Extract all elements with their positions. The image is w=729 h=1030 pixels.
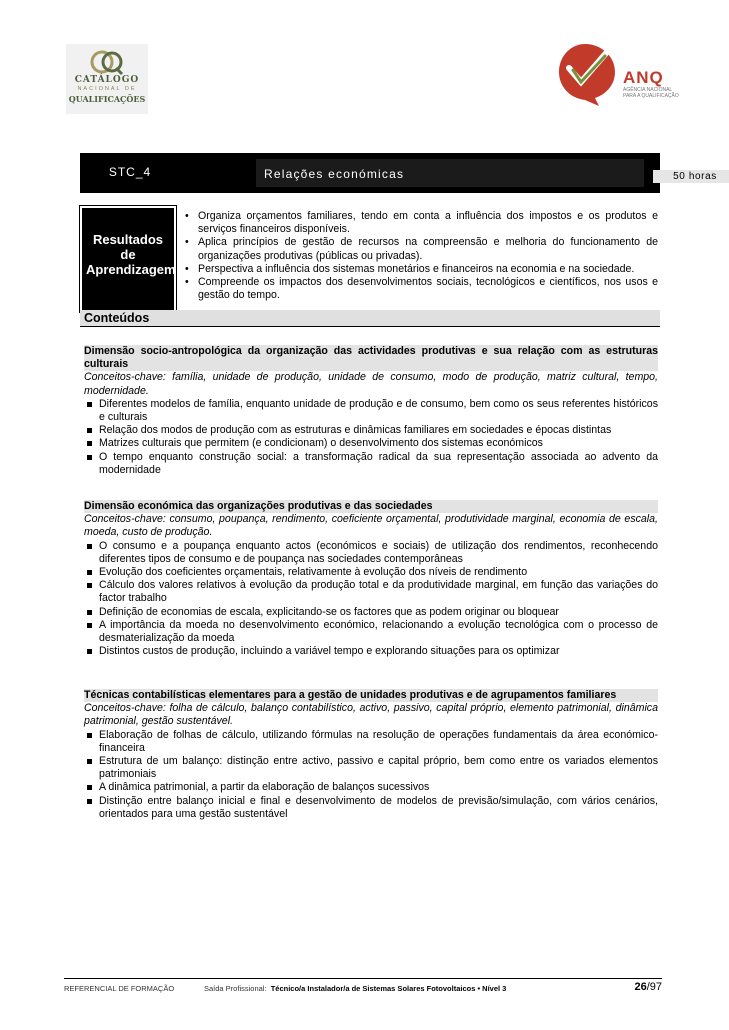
outcomes-list <box>184 210 658 302</box>
list-item: Diferentes modelos de família, enquanto unidade de produção e de consumo, bem como os seus referentes históricos e culturais <box>84 398 658 424</box>
list-item: Cálculo dos valores relativos à evolução da produção total e da produtividade marginal, em função das variações do factor trabalho <box>84 579 658 605</box>
list-item: Distintos custos de produção, incluindo a variável tempo e explorando situações para os optimizar <box>84 645 658 658</box>
block-key-concepts: Conceitos-chave: folha de cálculo, balanço contabilístico, activo, passivo, capital próprio, elemento patrimonial, dinâmica patrimonial, gestão sustentável. <box>84 702 658 728</box>
footer-exit <box>204 984 506 993</box>
page-current: 26 <box>634 981 647 993</box>
list-item: Definição de economias de escala, explicitando-se os factores que as podem originar ou bloquear <box>84 606 658 619</box>
footer-reference: REFERENCIAL DE FORMAÇÃO <box>64 984 175 993</box>
block-title: Dimensão económica das organizações produtivas e das sociedades <box>84 500 658 513</box>
list-item: A dinâmica patrimonial, a partir da elaboração de balanços sucessivos <box>84 781 658 794</box>
module-header <box>80 153 729 193</box>
workload <box>652 157 729 183</box>
workload-label: Carga horária <box>660 157 729 168</box>
contents-heading-bar <box>80 310 660 327</box>
content-block <box>84 689 658 821</box>
block-list <box>84 398 658 477</box>
cq-logo-line1: CATÁLOGO <box>74 75 140 85</box>
block-list <box>84 729 658 821</box>
anq-logo-subtitle: AGÊNCIA NACIONAL PARA A QUALIFICAÇÃO <box>623 87 679 99</box>
block-list <box>84 540 658 659</box>
content-block <box>84 345 658 477</box>
cq-logo-line3: QUALIFICAÇÕES <box>68 94 146 104</box>
outcomes-label-line2: de <box>120 247 136 262</box>
page-number <box>634 981 662 993</box>
page-total: /97 <box>646 981 662 993</box>
list-item: A importância da moeda no desenvolvimento económico, relacionando a evolução tecnológica com o processo de desmaterialização da moeda <box>84 619 658 645</box>
list-item: Elaboração de folhas de cálculo, utilizando fórmulas na resolução de operações fundamentais da área económico-financeira <box>84 729 658 755</box>
content-block <box>84 500 658 658</box>
outcome-item: • Compreende os impactos dos desenvolvimentos sociais, tecnológicos e científicos, nos usos e gestão do tempo. <box>184 276 658 302</box>
outcomes-label-line1: Resultados <box>92 232 164 247</box>
list-item: Distinção entre balanço inicial e final e desenvolvimento de modelos de previsão/simulação, com vários cenários, orientados para uma gestão sustentável <box>84 795 658 821</box>
outcome-item: • Perspectiva a influência dos sistemas monetários e financeiros na economia e na sociedade. <box>184 263 658 276</box>
footer-exit-label: Saída Profissional: <box>204 984 267 993</box>
list-item: Matrizes culturais que permitem (e condicionam) o desenvolvimento dos sistemas económicos <box>84 437 658 450</box>
block-title: Dimensão socio-antropológica da organização das actividades produtivas e sua relação com as estruturas culturais <box>84 345 658 371</box>
anq-logo-name: ANQ <box>623 68 664 87</box>
anq-logo <box>555 38 685 108</box>
cq-logo <box>66 44 148 114</box>
block-key-concepts: Conceitos-chave: família, unidade de produção, unidade de consumo, modo de produção, matriz cultural, tempo, modernidade. <box>84 371 658 397</box>
module-title-box <box>256 159 644 187</box>
module-title: Relações económicas <box>264 167 405 181</box>
outcome-item: • Organiza orçamentos familiares, tendo em conta a influência dos impostos e os produtos e serviços financeiros disponíveis. <box>184 210 658 236</box>
block-title: Técnicas contabilísticas elementares para a gestão de unidades produtivas e de agrupamentos familiares <box>84 689 658 702</box>
outcome-item: • Aplica princípios de gestão de recursos na compreensão e melhoria do funcionamento de organizações produtivas (públicas ou privadas). <box>184 236 658 262</box>
anq-logo-icon <box>555 38 621 108</box>
module-code: STC_4 <box>108 165 152 179</box>
list-item: O tempo enquanto construção social: a transformação radical da sua representação associada ao advento da modernidade <box>84 451 658 477</box>
list-item: Relação dos modos de produção com as estruturas e dinâmicas familiares em sociedades e épocas distintas <box>84 424 658 437</box>
list-item: Estrutura de um balanço: distinção entre activo, passivo e capital próprio, bem como entre os variados elementos patrimoniais <box>84 755 658 781</box>
outcomes-label-box <box>80 206 176 312</box>
block-key-concepts: Conceitos-chave: consumo, poupança, rendimento, coeficiente orçamental, produtividade marginal, economia de escala, moeda, custo de produção. <box>84 513 658 539</box>
outcomes-label-line3: Aprendizagem <box>86 262 176 277</box>
list-item: O consumo e a poupança enquanto actos (económicos e sociais) de utilização dos rendimentos, reconhecendo diferentes tipos de consumo e de poupança nas sociedades contemporâneas <box>84 540 658 566</box>
cq-logo-line2: NACIONAL DE <box>77 86 137 92</box>
cq-logo-icon <box>90 48 124 76</box>
list-item: Evolução dos coeficientes orçamentais, relativamente à evolução dos níveis de rendimento <box>84 566 658 579</box>
page-footer <box>64 978 662 997</box>
contents-heading: Conteúdos <box>84 311 150 325</box>
workload-value: 50 horas <box>653 170 729 183</box>
footer-qualification: Técnico/a Instalador/a de Sistemas Solares Fotovoltaicos • Nível 3 <box>270 984 507 993</box>
